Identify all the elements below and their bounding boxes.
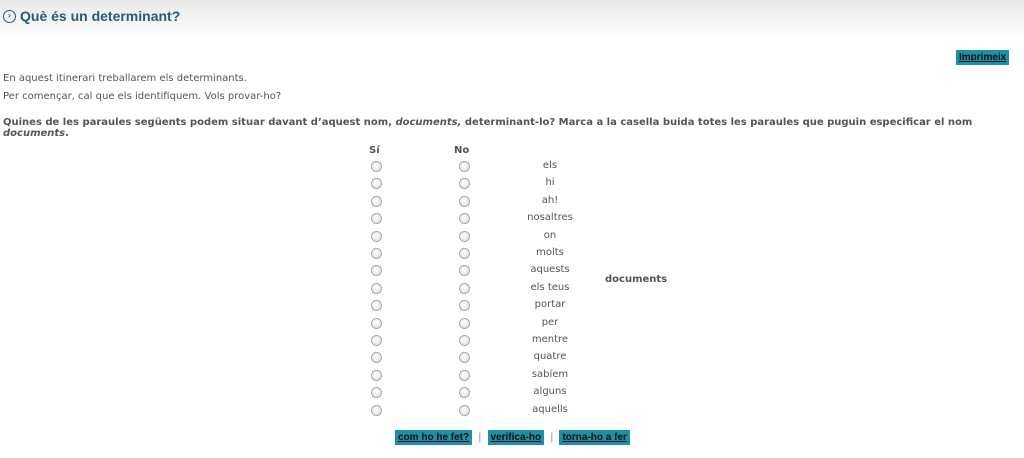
word-label: hi [545, 177, 555, 189]
radio-no[interactable] [459, 283, 470, 294]
how-did-i-do-button[interactable]: com ho he fet? [395, 430, 472, 445]
radio-no[interactable] [459, 352, 470, 363]
radio-si[interactable] [371, 300, 382, 311]
word-label: ah! [541, 194, 559, 206]
word-row [0, 194, 1024, 211]
radio-no[interactable] [459, 213, 470, 224]
word-label: on [543, 229, 557, 241]
action-bar [395, 430, 630, 445]
word-label: mentre [531, 334, 569, 345]
word-row [0, 176, 1024, 193]
intro-line-2: Per començar, cal que els identifiquem. Vols provar-ho? [3, 91, 282, 102]
radio-si[interactable] [371, 387, 382, 398]
radio-no[interactable] [459, 178, 470, 189]
word-label: portar [534, 299, 566, 311]
radio-si[interactable] [371, 405, 382, 416]
radio-si[interactable] [371, 231, 382, 242]
column-header-si: Sí [369, 145, 380, 156]
word-row [0, 350, 1024, 367]
radio-si[interactable] [371, 161, 382, 172]
question-part-1: Quines de les paraules següents podem situar davant d’aquest nom, [3, 117, 396, 128]
question-part-3: . [65, 128, 69, 139]
word-label: quatre [533, 351, 567, 363]
radio-si[interactable] [371, 352, 382, 363]
word-row [0, 333, 1024, 350]
word-row [0, 229, 1024, 246]
retry-button[interactable]: torna-ho a fer [559, 430, 629, 445]
radio-si[interactable] [371, 248, 382, 259]
radio-no[interactable] [459, 196, 470, 207]
word-label: aquells [532, 403, 568, 415]
word-row [0, 298, 1024, 315]
page-title: Què és un determinant? [20, 8, 181, 24]
radio-si[interactable] [371, 335, 382, 346]
word-label: molts [536, 247, 564, 258]
print-button[interactable]: Imprimeix [956, 50, 1009, 65]
word-row [0, 368, 1024, 385]
radio-no[interactable] [459, 265, 470, 276]
word-label: els [542, 160, 558, 171]
radio-si[interactable] [371, 213, 382, 224]
chevron-right-circle-icon: › [3, 10, 16, 23]
verify-button[interactable]: verifica-ho [488, 430, 545, 445]
word-row [0, 281, 1024, 298]
question-italic-1: documents, [395, 117, 462, 128]
radio-no[interactable] [459, 370, 470, 381]
word-row [0, 263, 1024, 280]
intro-line-1: En aquest itinerari treballarem els determinants. [3, 73, 247, 84]
question-italic-2: documents [3, 128, 66, 139]
word-row [0, 385, 1024, 402]
word-label: per [541, 316, 559, 328]
word-row [0, 211, 1024, 228]
word-label: aquests [530, 264, 570, 276]
title-area [3, 8, 180, 24]
radio-si[interactable] [371, 370, 382, 381]
question-part-2: determinant-lo? Marca a la casella buida totes les paraules que puguin especificar el nom [461, 117, 973, 128]
radio-si[interactable] [371, 196, 382, 207]
word-label: sabíem [531, 368, 569, 380]
separator: | [550, 432, 554, 443]
radio-no[interactable] [459, 161, 470, 172]
radio-no[interactable] [459, 387, 470, 398]
word-label: alguns [533, 386, 567, 398]
word-row [0, 316, 1024, 333]
radio-no[interactable] [459, 300, 470, 311]
radio-no[interactable] [459, 318, 470, 329]
column-header-no: No [454, 145, 470, 156]
radio-no[interactable] [459, 231, 470, 242]
radio-no[interactable] [459, 248, 470, 259]
word-row [0, 403, 1024, 420]
word-label: els teus [530, 281, 570, 293]
separator: | [478, 432, 482, 443]
radio-si[interactable] [371, 265, 382, 276]
word-label: nosaltres [527, 212, 573, 224]
radio-si[interactable] [371, 178, 382, 189]
question-text [3, 117, 1021, 139]
radio-si[interactable] [371, 283, 382, 294]
radio-si[interactable] [371, 318, 382, 329]
word-row [0, 159, 1024, 176]
radio-no[interactable] [459, 405, 470, 416]
word-row [0, 246, 1024, 263]
radio-no[interactable] [459, 335, 470, 346]
noun-label: documents [605, 274, 668, 285]
